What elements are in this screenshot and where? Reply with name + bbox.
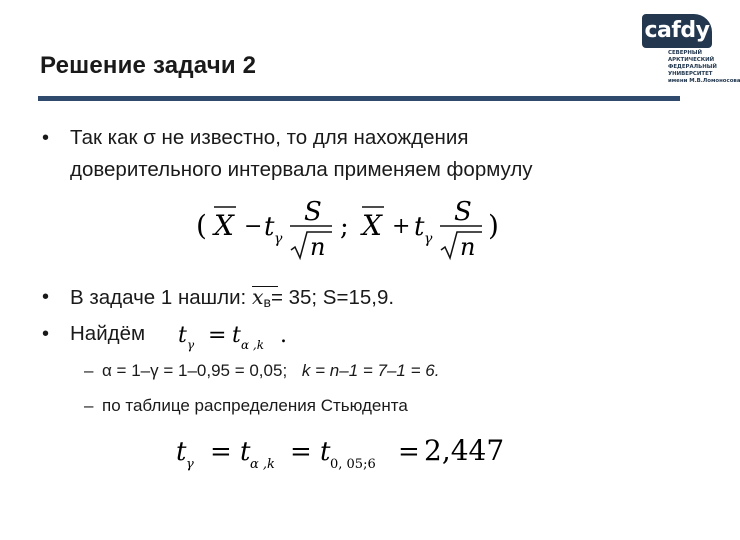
formula-eq: = [208, 323, 227, 348]
bullet2-prefix: В задаче 1 нашли: [70, 286, 252, 309]
formula-minus: − [244, 214, 263, 239]
bullet-text [70, 283, 394, 316]
bullet-text-line2: доверительного интервала применяем формулу [70, 158, 533, 181]
title-underline [38, 96, 680, 101]
logo-line: имени М.В.Ломоносова [668, 78, 740, 85]
university-logo-text [668, 50, 740, 85]
formula-gamma: γ [187, 338, 195, 352]
dash-icon: – [84, 361, 94, 380]
formula-eq: = [398, 437, 420, 467]
confidence-interval-formula [190, 188, 520, 268]
formula-paren-close: ) [488, 209, 499, 242]
formula-period: . [280, 323, 287, 348]
formula-t: t [240, 437, 251, 467]
bullet-text-line1: Так как σ не известно, то для нахождения [70, 126, 469, 149]
formula-eq: = [210, 437, 232, 467]
formula-x: X [214, 209, 234, 242]
k-computation: k = n–1 = 7–1 = 6. [301, 361, 440, 380]
x-bar-letter: x [251, 285, 264, 309]
x-bar-symbol [252, 283, 264, 311]
formula-gamma: γ [424, 231, 433, 247]
formula-paren-open: ( [196, 209, 207, 242]
formula-semicolon: ; [340, 212, 349, 242]
sub-bullet-text: по таблице распределения Стьюдента [102, 396, 408, 415]
bullet3-label: Найдём [70, 322, 146, 345]
formula-t: t [176, 437, 187, 467]
logo-line: АРКТИЧЕСКИЙ [668, 57, 715, 64]
alpha-computation: α = 1–γ = 1–0,95 = 0,05; [102, 361, 288, 380]
dash-icon: – [84, 396, 94, 415]
formula-t: t [320, 437, 331, 467]
formula-alpha-k: α ,k [241, 338, 265, 352]
formula-t: t [232, 323, 241, 348]
formula-subscript: 0, 05;6 [330, 457, 376, 472]
formula-x: X [362, 209, 382, 242]
formula-result: 2,447 [424, 434, 505, 467]
formula-alpha-k: α ,k [250, 457, 275, 472]
formula-t: t [264, 212, 275, 242]
formula-s: S [304, 197, 322, 227]
sub-bullet-text [102, 360, 439, 382]
logo-line: СЕВЕРНЫЙ [668, 50, 702, 56]
logo-line: ФЕДЕРАЛЬНЫЙ [668, 64, 717, 71]
slide-title: Решение задачи 2 [40, 52, 257, 79]
formula-eq: = [290, 437, 312, 467]
formula-t: t [178, 323, 187, 348]
x-bar-line [252, 286, 278, 287]
bullet-dot-icon: • [42, 286, 50, 308]
t-value-formula [176, 428, 516, 478]
t-gamma-formula [178, 318, 308, 358]
formula-gamma: γ [274, 231, 283, 247]
formula-n: n [310, 233, 326, 261]
logo-line: УНИВЕРСИТЕТ [668, 71, 713, 78]
formula-n: n [460, 233, 476, 261]
formula-plus: + [392, 214, 411, 239]
bullet-dot-icon: • [42, 127, 50, 149]
bullet-dot-icon: • [42, 323, 50, 345]
bullet2-values: = 35; S=15,9. [270, 286, 395, 309]
formula-s: S [454, 197, 472, 227]
formula-gamma: γ [186, 457, 194, 472]
university-logo: cafdy [642, 14, 712, 48]
x-subscript: в [263, 294, 271, 310]
formula-t: t [414, 212, 425, 242]
